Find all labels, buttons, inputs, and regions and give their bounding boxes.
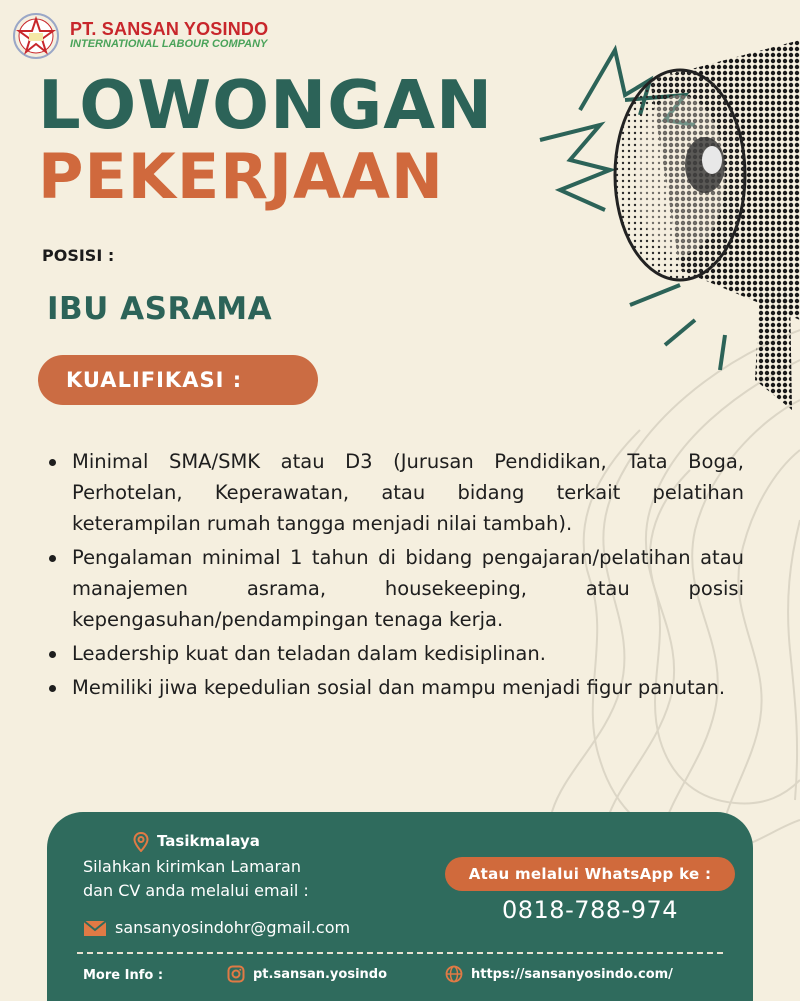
instruction-line-1: Silahkan kirimkan Lamaran <box>83 857 301 876</box>
list-item: Leadership kuat dan teladan dalam kedisiplinan. <box>42 638 744 669</box>
headline-line-1: LOWONGAN <box>38 66 494 144</box>
company-name: PT. SANSAN YOSINDO <box>70 19 269 39</box>
instagram-icon <box>227 965 245 983</box>
mail-icon <box>83 920 107 937</box>
sansan-yosindo-star-logo <box>12 12 60 60</box>
megaphone-icon <box>530 40 800 420</box>
company-subtitle: INTERNATIONAL LABOUR COMPANY <box>70 38 268 50</box>
list-item: Pengalaman minimal 1 tahun di bidang pengajaran/pelatihan atau manajemen asrama, housekeeping, atau posisi kepengasuhan/pendampingan tenaga kerja. <box>42 542 744 635</box>
divider <box>77 952 723 954</box>
phone-number[interactable]: 0818-788-974 <box>501 896 678 924</box>
qualifications-heading: KUALIFIKASI : <box>38 355 318 405</box>
instagram-handle[interactable]: pt.sansan.yosindo <box>253 967 388 982</box>
globe-icon <box>445 965 463 983</box>
position-title: IBU ASRAMA <box>47 291 273 327</box>
location-pin-icon <box>133 832 149 852</box>
website-link[interactable]: https://sansanyosindo.com/ <box>471 967 673 982</box>
headline-line-2: PEKERJAAN <box>38 140 444 213</box>
instruction-line-2: dan CV anda melalui email : <box>83 881 309 900</box>
more-info-label: More Info : <box>83 968 164 983</box>
location-text: Tasikmalaya <box>157 832 260 850</box>
list-item: Minimal SMA/SMK atau D3 (Jurusan Pendidikan, Tata Boga, Perhotelan, Keperawatan, atau bidang terkait pelatihan keterampilan rumah tangga menjadi nilai tambah). <box>42 446 744 539</box>
contact-panel <box>47 812 753 1001</box>
whatsapp-label: Atau melalui WhatsApp ke : <box>445 857 735 891</box>
list-item: Memiliki jiwa kepedulian sosial dan mampu menjadi figur panutan. <box>42 672 744 703</box>
qualifications-list <box>42 446 744 706</box>
email-link[interactable]: sansanyosindohr@gmail.com <box>115 918 351 937</box>
position-label: POSISI : <box>42 246 115 265</box>
